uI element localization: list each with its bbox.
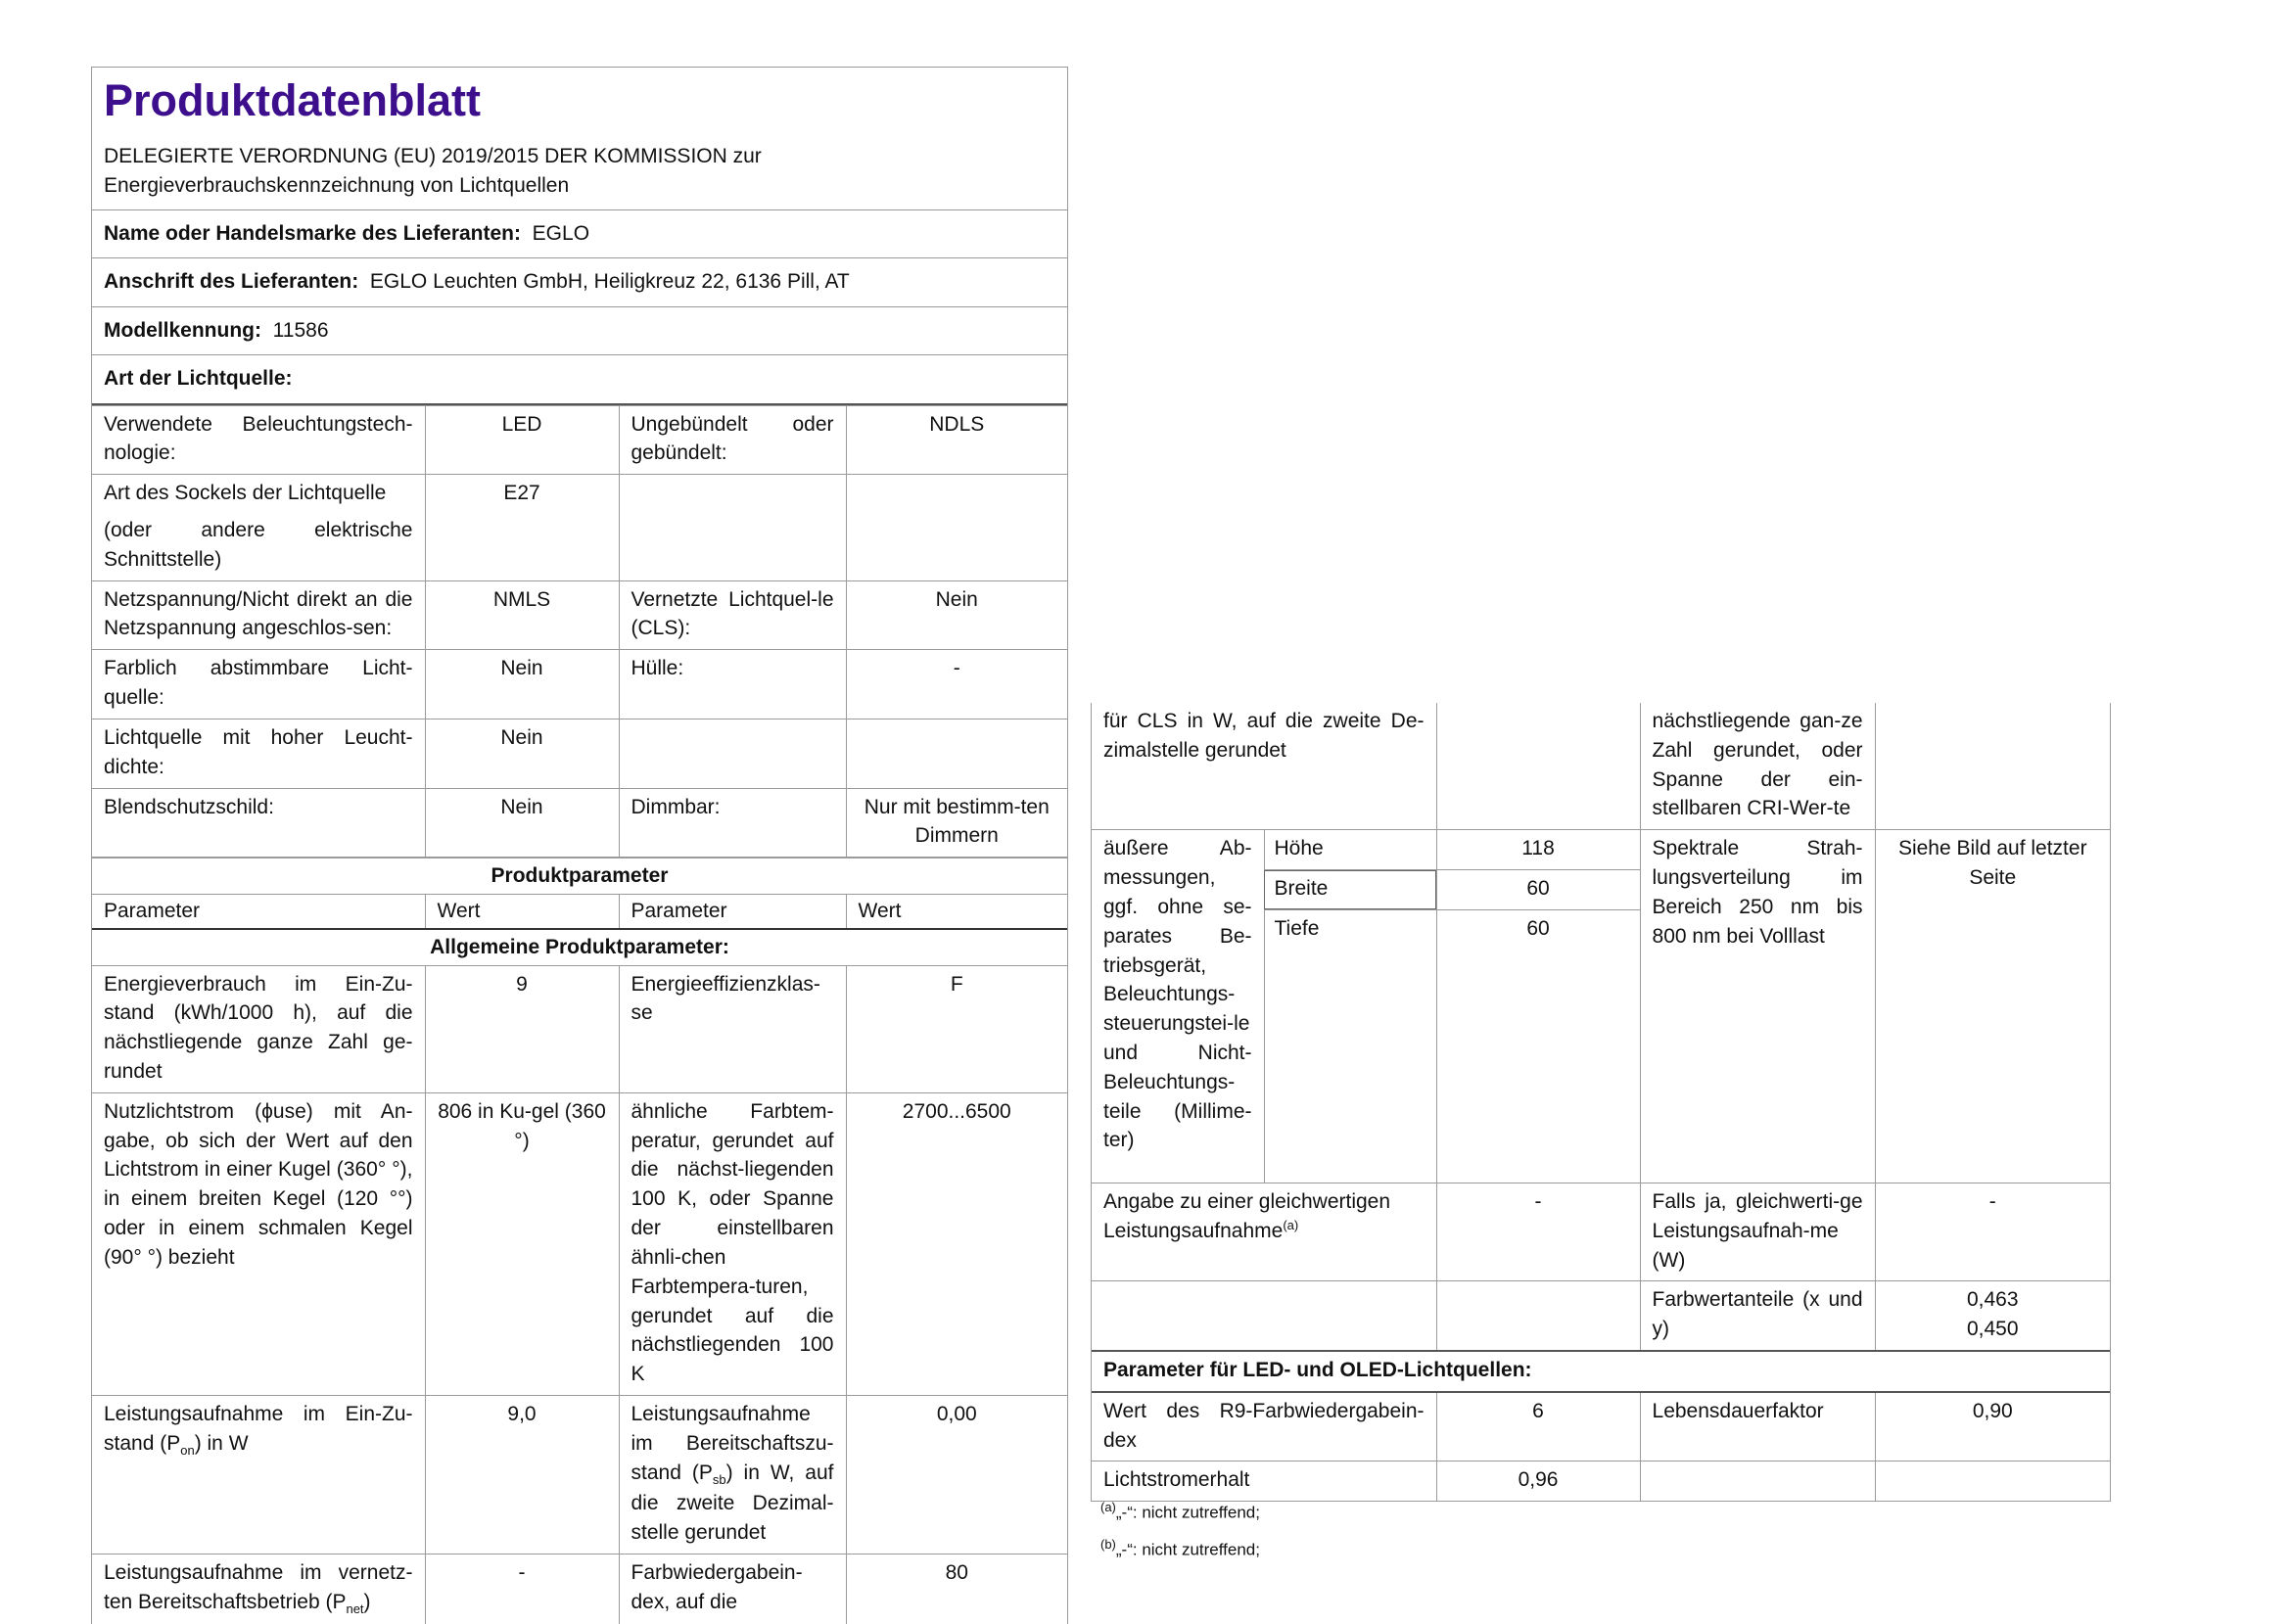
table-row: Energieverbrauch im Ein-Zu-stand (kWh/1000 h), auf die nächstliegende ganze Zahl ge-rundet 9 Energieeffizienzklas-se F	[92, 965, 1067, 1092]
section-heading-row: Parameter für LED- und OLED-Lichtquellen:	[1092, 1351, 2110, 1392]
table-row: Netzspannung/Nicht direkt an die Netzspannung angeschlos-sen: NMLS Vernetzte Lichtquel-le (CLS): Nein	[92, 580, 1067, 650]
footnote-a: $^{(a)}$„-“: nicht zutreffend;	[1100, 1500, 1260, 1522]
product-parameters-table	[92, 858, 1067, 1624]
section-heading-row: Allgemeine Produktparameter:	[92, 929, 1067, 965]
dimensions-row: Tiefe 60	[1092, 909, 2110, 1183]
table-row: Angabe zu einer gleichwertigen Leistungsaufnahme$^{(a)}$ - Falls ja, gleichwerti-ge Leistungsaufnah-me (W) -	[1092, 1183, 2110, 1280]
table-row: Leistungsaufnahme im vernetz-ten Bereitschaftsbetrieb $(P_{net})$ - Farbwiedergabein-dex, auf die 80	[92, 1554, 1067, 1624]
model-id-value: 11586	[272, 318, 329, 342]
table-row: Farbwertanteile (x und y) 0,463 0,450	[1092, 1281, 2110, 1351]
product-parameters-continued-table	[1092, 703, 2110, 1502]
dimensions-row: Breite 60	[1092, 870, 2110, 910]
supplier-address-row: Anschrift des Lieferanten: EGLO Leuchten GmbH, Heiligkreuz 22, 6136 Pill, AT	[92, 258, 1067, 306]
model-id-row: Modellkennung: 11586	[92, 307, 1067, 355]
chromaticity-x: 0,463	[1966, 1288, 2019, 1312]
light-source-type-table	[92, 405, 1067, 858]
chromaticity-y: 0,450	[1966, 1318, 2019, 1341]
table-row: Verwendete Beleuchtungstech-nologie: LED Ungebündelt oder gebündelt: NDLS	[92, 405, 1067, 475]
table-row: Farblich abstimmbare Licht-quelle: Nein Hülle: -	[92, 650, 1067, 719]
regulation-subtitle: DELEGIERTE VERORDNUNG (EU) 2019/2015 DER KOMMISSION zur Energieverbrauchskennzeichnung von Lichtquellen	[104, 145, 762, 197]
table-row: Lichtstromerhalt 0,96	[1092, 1462, 2110, 1502]
table-row: Art des Sockels der Lichtquelle (oder andere elektrische Schnittstelle) E27	[92, 475, 1067, 580]
page-title: Produktdatenblatt	[104, 75, 482, 125]
footnote-b: $^{(b)}$„-“: nicht zutreffend;	[1100, 1537, 1260, 1559]
section-heading-row: Produktparameter	[92, 858, 1067, 895]
dimensions-row: äußere Ab-messungen, ggf. ohne se-parates Be-triebsgerät, Beleuchtungs-steuerungstei-le und Nicht-Beleuchtungs-teile (Millime-ter) Höhe 118 Spektrale Strah-lungsverteilung im Bereich 250 nm bis 800 nm bei Volllast Siehe Bild auf letzter Seite	[1092, 830, 2110, 870]
datasheet-header	[92, 68, 1067, 210]
table-row: Wert des R9-Farbwiedergabein-dex 6 Lebensdauerfaktor 0,90	[1092, 1392, 2110, 1462]
light-source-type-heading: Art der Lichtquelle:	[92, 355, 1067, 404]
table-row: Blendschutzschild: Nein Dimmbar: Nur mit bestimm-ten Dimmern	[92, 788, 1067, 858]
table-row: für CLS in W, auf die zweite De-zimalstelle gerundet nächstliegende gan-ze Zahl gerundet, oder Spanne der ein-stellbaren CRI-Wer-te	[1092, 703, 2110, 830]
table-row: Leistungsaufnahme im Ein-Zu-stand $(P_{on})$ in W 9,0 Leistungsaufnahme im Bereitschaftszu-stand $(P_{sb})$ in W, auf die zweite Dezimal-stelle gerundet 0,00	[92, 1395, 1067, 1554]
column-header-row: Parameter Wert Parameter Wert	[92, 894, 1067, 928]
table-row: Nutzlichtstrom (ϕuse) mit An-gabe, ob sich der Wert auf den Lichtstrom in einer Kugel (360° °), in einem breiten Kegel (120 °°) oder in einem schmalen Kegel (90° °) bezieht 806 in Ku-gel (360 °) ähnliche Farbtem-peratur, gerundet auf die nächst-liegenden 100 K, oder Spanne der einstellbaren ähnli-chen Farbtempera-turen, gerundet auf die nächstliegenden 100 K 2700...6500	[92, 1092, 1067, 1395]
table-row: Lichtquelle mit hoher Leucht-dichte: Nein	[92, 719, 1067, 788]
supplier-name-row: Name oder Handelsmarke des Lieferanten: EGLO	[92, 210, 1067, 258]
datasheet-page-1	[91, 67, 1068, 1624]
supplier-address-value: EGLO Leuchten GmbH, Heiligkreuz 22, 6136 Pill, AT	[369, 270, 850, 294]
supplier-name-value: EGLO	[532, 222, 590, 246]
datasheet-page-2	[1091, 703, 2111, 1502]
